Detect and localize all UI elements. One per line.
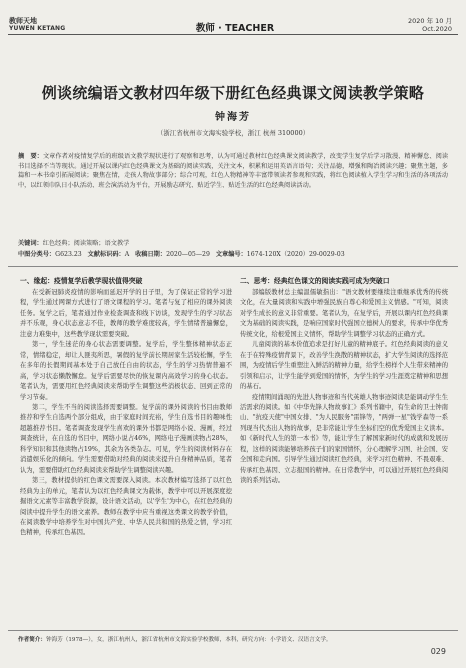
left-column	[20, 276, 232, 539]
author-affiliation: （浙江省杭州市文海实验学校，浙江 杭州 310000）	[156, 129, 310, 137]
paragraph: 第二，学生不当的阅读选择需要调整。复学前的课外阅读的书目由教师推荐和学生自选两个部分组成，由于家庭时间充裕，学生自选书目的趣味性超越推荐书目。笔者调查发现学生喜欢的课外书都是网络小说、漫画，经过调查统计，在自选的书目中，网络小说占46%，网络电子漫画读物占28%，科学知识和其他读物占19%，其余为各类杂志。可见，学生的阅读材料存在消遣娱乐化的倾向。学生需要借助对经典的阅读来提升自身精神品质，笔者认为，需要借助红色经典阅读来帮助学生调整阅读兴趣。	[20, 403, 232, 474]
article-title: 例谈统编语文教材四年级下册红色经典课文阅读教学策略	[41, 84, 425, 102]
abstract-label: 摘 要：	[18, 153, 43, 160]
section-label: 教师 · TEACHER	[195, 23, 275, 34]
footnote-divider	[8, 630, 458, 631]
cls-label: 中图分类号：	[18, 251, 56, 258]
journal-masthead	[9, 17, 79, 33]
article-no-value: 1674-120X（2020）29-0029-03	[246, 251, 345, 258]
keywords	[18, 239, 448, 248]
classification-line	[18, 250, 448, 259]
received-value: 2020—05—29	[166, 251, 210, 258]
footnote-label: 作者简介：	[18, 637, 46, 643]
abstract-text: 文章作者对疫情复学后的班级语文教学现状进行了观察和思考，认为可通过教材红色经典课文阅读教学，改变学生复学后学习散漫、精神懈怠、阅读书目选择不当等现状。通过开展以课内红色经典课文为基础的阅读实践，关注文本，积累和运用英语言语句；关注品德，增强和陶冶阅读兴趣；聚焦主题，多篇和一本书牵引拓展阅读；聚焦在情，走孩人物故事部分；综合可观，红色人物精神等丰富带领读者参观和实践，将红色阅读植入学生学习和生活的各项活动中，以红领巾队日小队活动、班会演活动为平台，开展励志研究、贴近学生、贴近生活的红色经典阅读活动。	[18, 153, 449, 189]
header-divider	[8, 34, 458, 35]
article-author: 钟海芳	[215, 112, 251, 123]
journal-name-en: YUWEN KETANG	[9, 25, 66, 32]
paragraph: 第三，教材提供的红色课文需要深入阅读。本次教材编写选择了以红色经典为主的单元，笔者认为以红色经典课文为载体，教学中可以开展深度挖掘语文元素等丰富教学资源，设计语文活动，以'学生'为中心，在红色经典的阅读中提升学生的语文素养。教师在教学中应当重视这类课文的教学价值，在阅读教学中培养学生对中国共产党、中华人民共和国的热爱之情，学习红色精神，传承红色基因。	[20, 477, 232, 537]
received-label: 收稿日期：	[135, 251, 167, 258]
paragraph: 部编版教材总主编温儒敏指出："语文教材要继续注重继承优秀的传统文化，在大量阅读和实践中增强民族自尊心和爱国主义情感。"可知，阅读对学生成长的意义非常重要。笔者认为，在复学后，开展以课内红色经典课文为基础的阅读实践，是响应国家时代强国立德树人的要求，传承中华优秀传统文化，给根爱国主义情怀，帮助学生调整学习状态的正确方式。	[240, 289, 448, 338]
doc-label: 文献标识码：	[87, 251, 125, 258]
footnote-text: 钟海芳（1978—），女，浙江杭州人，浙江省杭州市文海实验学校教师，本科，研究方向：小学语文、汉语言文学。	[45, 637, 332, 643]
paragraph: 疫情期间涌现的先进人物事迹和当代英雄人物事迹阅读是能调动学生生活需求的阅读。如《中华先锋人物故事汇》系列书籍中，有生命的卫士钟南山、"抗疫天使"中国女排、"为人民服务"雷锋等，"两弹一星"钱学森等一系列现当代杰出人物的故事，是非常能让学生坐标们空的优秀爱国主义读本。如《新时代人生的第一本书》等，能让学生了解国家新时代的成就和发展历程，这样的阅读能够培养孩子们的家国情怀，分心理解学习图、社会国、安全国和走向国。引导学生通过阅读红色经典，来学习红色精神、不畏艰难、传承红色基因、立志报国的精神。在日常教学中，可以通过开展红色经典阅读的系列活动。	[240, 393, 448, 485]
paragraph: 儿童阅读的基本价值追求是打好儿童的精神底子。红色经典阅读的意义在于在特殊疫情背景下，改善学生涣散的精神状态，扩大学生阅读的选择范围，为疫情后学生重塑注入鲜活的精神力量，给学生榜样个人生带来精神的引领和启示，让学生能学到爱国的情怀，为学生的学习生涯奠定精神和思想的基石。	[240, 341, 448, 391]
issue-date	[372, 17, 452, 33]
keywords-text: 红色经典；阅读策略；语文教学	[42, 240, 130, 247]
issue-date-cn: 2020 年 10 月	[407, 17, 452, 25]
article-no-label: 文章编号：	[215, 251, 247, 258]
right-column	[240, 276, 448, 487]
cls-value: G623.23	[55, 251, 82, 258]
section-heading-2: 二、思考：经典红色课文的阅读实践可成为突破口	[240, 277, 390, 285]
issue-date-en: Oct.2020	[422, 25, 452, 33]
paragraph: 第一，学生迷茫的身心状态需要调整。复学后，学生整体精神状态正常，情绪稳定，却让人匪夷所思，暑假的复学前长期居家生活较松懈，学生在多年的长假期间基本处于自己放任自由的状态，学生的学习热情普遍不高，学习状态懒散懈怠。复学后需要尽快的恢复课内高效学习的身心状态。笔者认为，需要用红色经典阅读来帮助学生调整这些消极状态、回到正常的学习节奏。	[20, 341, 232, 401]
doc-value: A	[124, 251, 130, 258]
section-heading-1: 一、缘起：疫情复学后教学现状值得突破	[20, 277, 143, 285]
journal-name-cn: 教师天地	[9, 17, 37, 25]
paragraph: 在受新冠肺炎疫情的影响而延迟开学的日子里，为了保证正常的学习进程，学生通过网课方式进行了语文课程的学习。笔者与复了相应的课外阅读任务。复学之后，笔者通过作业检查调查和线下访谈，发现学生的学习状态并不乐观，身心状态意志不佳，教师的教学难度较高，学生情绪普遍懈怠，注意力难集中，这些教学现状需要突破。	[20, 289, 232, 338]
keywords-label: 关键词：	[18, 240, 43, 247]
abstract	[18, 152, 448, 190]
author-footnote	[18, 636, 448, 644]
page-number: 029	[430, 647, 446, 656]
abstract-divider	[8, 266, 458, 267]
